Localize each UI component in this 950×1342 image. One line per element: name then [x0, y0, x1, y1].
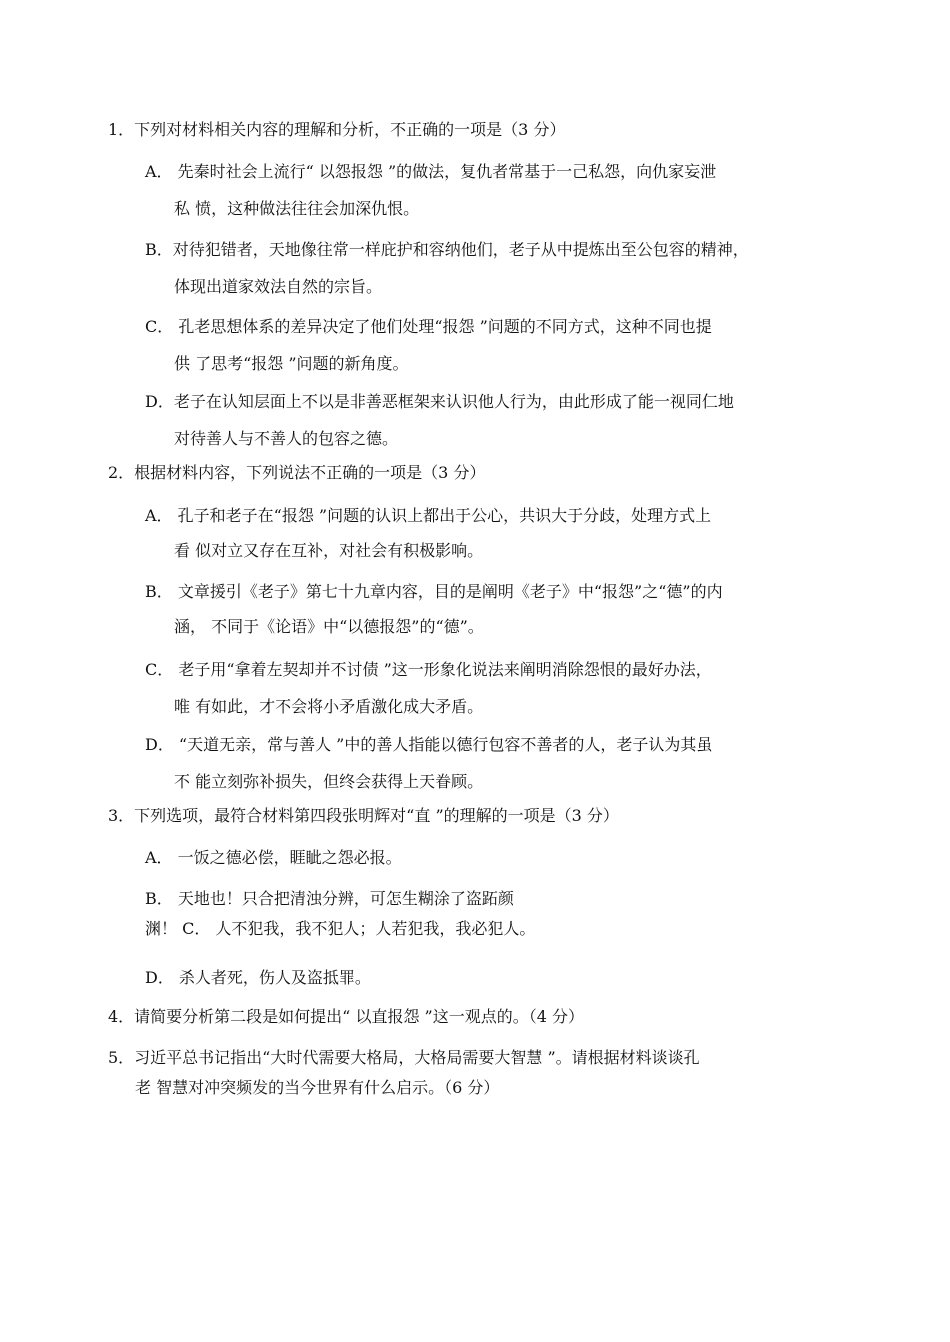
question-2-stem: 2．根据材料内容，下列说法不正确的一项是（3 分） — [108, 463, 486, 482]
question-text: 5．习近平总书记指出“大时代需要大格局，大格局需要大智慧 ”。请根据材料谈谈孔 — [108, 1048, 700, 1067]
option-text-continued: 私 愤，这种做法往往会加深仇恨。 — [174, 199, 420, 218]
question-2-option-a — [145, 504, 845, 563]
question-2-option-b — [145, 580, 845, 639]
option-text: B．对待犯错者，天地像往常一样庇护和容纳他们，老子从中提炼出至公包容的精神， — [145, 240, 749, 259]
question-2-option-c — [145, 658, 845, 719]
question-text-continued: 老 智慧对冲突频发的当今世界有什么启示。（6 分） — [135, 1078, 500, 1097]
question-2-option-d — [145, 733, 845, 794]
option-text: B． 文章援引《老子》第七十九章内容，目的是阐明《老子》中“报怨”之“德”的内 — [145, 582, 723, 601]
option-text: D．老子在认知层面上不以是非善恶框架来认识他人行为，由此形成了能一视同仁地 — [145, 392, 734, 411]
question-1-option-a — [145, 160, 845, 221]
option-text: C． 孔老思想体系的差异决定了他们处理“报怨 ”问题的不同方式，这种不同也提 — [145, 317, 712, 336]
question-3-option-b-continued: 渊！ C． 人不犯我，我不犯人；人若犯我，我必犯人。 — [145, 919, 536, 938]
question-3-stem: 3．下列选项，最符合材料第四段张明辉对“直 ”的理解的一项是（3 分） — [108, 806, 619, 825]
option-text: A． 先秦时社会上流行“ 以怨报怨 ”的做法，复仇者常基于一己私怨，向仇家妄泄 — [145, 162, 717, 181]
option-text-continued: 对待善人与不善人的包容之德。 — [174, 429, 399, 448]
question-1-option-b — [145, 238, 845, 299]
option-text: A． 孔子和老子在“报怨 ”问题的认识上都出于公心，共识大于分歧，处理方式上 — [145, 506, 712, 525]
option-text-continued: 不 能立刻弥补损失，但终会获得上天眷顾。 — [174, 772, 484, 791]
option-text: D． “天道无亲，常与善人 ”中的善人指能以德行包容不善者的人，老子认为其虽 — [145, 735, 713, 754]
option-text-continued: 体现出道家效法自然的宗旨。 — [174, 277, 383, 296]
question-1-option-c — [145, 315, 845, 376]
question-3-option-d: D． 杀人者死，伤人及盗抵罪。 — [145, 968, 371, 987]
option-text: C． 老子用“拿着左契却并不讨债 ”这一形象化说法来阐明消除怨恨的最好办法， — [145, 660, 712, 679]
option-text-continued: 供 了思考“报怨 ”问题的新角度。 — [174, 354, 409, 373]
option-text-continued: 看 似对立又存在互补，对社会有积极影响。 — [174, 541, 484, 560]
question-1-stem: 1．下列对材料相关内容的理解和分析，不正确的一项是（3 分） — [108, 120, 566, 139]
question-5-stem — [108, 1046, 848, 1100]
question-3-option-b: B． 天地也！只合把清浊分辨，可怎生糊涂了盗跖颜 — [145, 889, 514, 908]
question-4-stem: 4．请简要分析第二段是如何提出“ 以直报怨 ”这一观点的。（4 分） — [108, 1007, 584, 1026]
option-text-continued: 涵， 不同于《论语》中“以德报怨”的“德”。 — [174, 617, 484, 636]
option-text-continued: 唯 有如此，才不会将小矛盾激化成大矛盾。 — [174, 697, 484, 716]
question-3-option-a: A． 一饭之德必偿，睚眦之怨必报。 — [145, 848, 402, 867]
question-1-option-d — [145, 390, 845, 451]
